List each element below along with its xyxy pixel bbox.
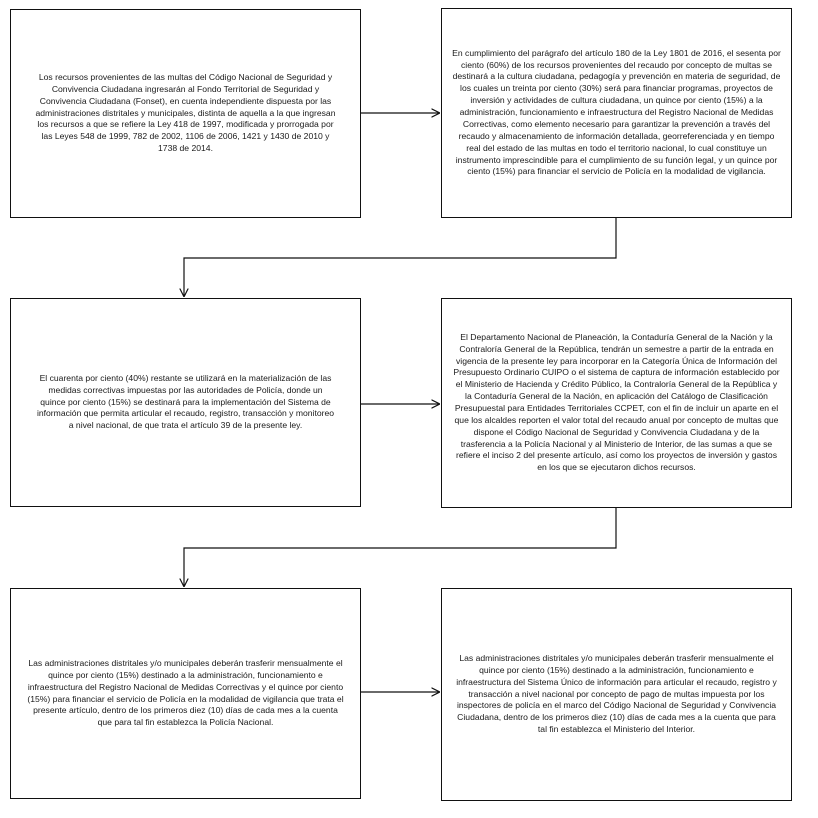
arrow-b4-to-b5	[184, 508, 616, 586]
flow-box-cuipo-reporting	[441, 298, 792, 508]
flow-box-sixty-percent-allocation	[441, 8, 792, 218]
box-text: En cumplimiento del parágrafo del artículo 180 de la Ley 1801 de 2016, el sesenta por ciento (60%) de los recursos provenientes del recaudo por concepto de multas se destinará a la cultura ciudadana, pedagogía y prevención en materia de seguridad, de los cuales un treinta por ciento (30%) será para financiar programas, proyectos de inversión y actividades de cultura ciudadana, un quince por ciento (15%) a la administración, funcionamiento e infraestructura del Registro Nacional de Medidas Correctivas, como elemento necesario para garantizar la prevención a través del recaudo y almacenamiento de información detallada, georreferenciada y en tiempo real del estado de las multas en todo el territorio nacional, lo cual constituye un instrumento imprescindible para el cumplimiento de su función legal, y un quince por ciento (15%) para financiar el servicio de Policía en la modalidad de vigilancia.	[452, 47, 781, 177]
box-text: Los recursos provenientes de las multas del Código Nacional de Seguridad y Convivencia Ciudadana ingresarán al Fondo Territorial de Seguridad y Convivencia Ciudadana (Fonset), en cuenta independiente dispuesta por las administraciones distritales y municipales, distinta de aquella a la que ingresan los recursos a que se refiere la Ley 418 de 1997, modificada y prorrogada por las Leyes 548 de 1999, 782 de 2002, 1106 de 2006, 1421 y 1430 de 2010 y 1738 de 2014.	[35, 71, 336, 154]
box-text: El cuarenta por ciento (40%) restante se utilizará en la materialización de las medidas correctivas impuestas por las autoridades de Policía, donde un quince por ciento (15%) se destinará para la implementación del Sistema de información que permita articular el recaudo, registro, transacción y monitoreo a nivel nacional, de que trata el artículo 39 de la presente ley.	[36, 372, 335, 431]
arrow-b2-to-b3	[184, 218, 616, 296]
box-text: Las administraciones distritales y/o municipales deberán trasferir mensualmente el quince por ciento (15%) destinado a la administración, funcionamiento e infraestructura del Sistema Único de información para articular el recaudo, registro y transacción a nivel nacional por concepto de pago de multas impuesta por los inspectores de policía en el marco del Código Nacional de Seguridad y Convivencia Ciudadana, dentro de los primeros diez (10) días de cada mes a la cuenta que para tal fin establezca el Ministerio del Interior.	[456, 652, 777, 735]
box-text: Las administraciones distritales y/o municipales deberán trasferir mensualmente el quince por ciento (15%) destinado a la administración, funcionamiento e infraestructura del Registro Nacional de Medidas Correctivas y el quince por ciento (15%) para financiar el servicio de Policía en la modalidad de vigilancia que trata el presente artículo, dentro de los primeros diez (10) días de cada mes a la cuenta que para tal fin establezca la Policía Nacional.	[27, 657, 344, 728]
flow-box-forty-percent-allocation	[10, 298, 361, 507]
box-text: El Departamento Nacional de Planeación, la Contaduría General de la Nación y la Contraloría General de la República, tendrán un semestre a partir de la entrada en vigencia de la presente ley para incorporar en la Categoría Única de Información del Presupuesto Ordinario CUIPO o el sistema de captura de información establecido por el Ministerio de Hacienda y Crédito Público, la Contraloría General de la República y la Contaduría General de la Nación, en aplicación del Catálogo de Clasificación Presupuestal para Entidades Territoriales CCPET, con el fin de incluir un aparte en el que los alcaldes reporten el valor total del recaudo anual por concepto de multas que dispone el Código Nacional de Seguridad y Convivencia Ciudadana y de la trasferencia a la Policía Nacional y al Ministerio de Interior, de las sumas a que se refiere el inciso 2 del presente artículo, así como los proyectos de inversión y gastos en los que se ejecutaron dichos recursos.	[453, 331, 780, 473]
flow-box-transfer-ministry	[441, 588, 792, 801]
flow-box-fonset-deposit	[10, 9, 361, 218]
flow-box-transfer-police	[10, 588, 361, 799]
